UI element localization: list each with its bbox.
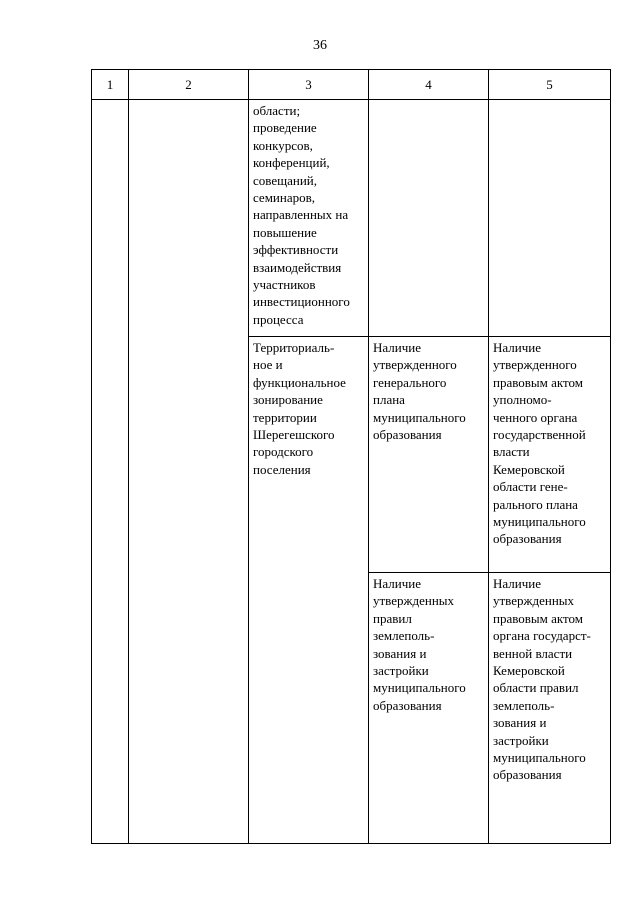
column-header-1: 1 xyxy=(92,70,129,100)
cell-text: области; проведение конкурсов, конференций, совещаний, семинаров, направленных на повышение эффективности взаимодействия участников инвестиционного процесса xyxy=(253,103,350,327)
column-header-4: 4 xyxy=(369,70,489,100)
table-cell-col1 xyxy=(92,100,129,844)
table-cell-col5 xyxy=(489,100,611,337)
cell-text: Территориаль- ное и функциональное зонирование территории Шерегешского городского поселения xyxy=(253,340,346,477)
cell-text: Наличие утвержденных правовым актом органа государст- венной власти Кемеровской области правил землеполь- зования и застройки муниципального образования xyxy=(493,576,591,783)
cell-text: Наличие утвержденного генерального плана муниципального образования xyxy=(373,340,466,443)
table-cell-col3 xyxy=(249,337,369,844)
table-cell-col5 xyxy=(489,573,611,844)
column-header-5: 5 xyxy=(489,70,611,100)
page-number: 36 xyxy=(313,38,327,53)
cell-text: Наличие утвержденных правил землеполь- зования и застройки муниципального образования xyxy=(373,576,466,713)
table-cell-col3 xyxy=(249,100,369,337)
column-header-2: 2 xyxy=(129,70,249,100)
table-row xyxy=(92,100,611,337)
table-cell-col4 xyxy=(369,337,489,573)
table-header-row xyxy=(92,70,611,100)
table-cell-col5 xyxy=(489,337,611,573)
document-table xyxy=(91,69,611,844)
table-cell-col4 xyxy=(369,573,489,844)
cell-text: Наличие утвержденного правовым актом уполномо- ченного органа государственной власти Кемеровской области гене- рального плана муниципального образования xyxy=(493,340,586,547)
column-header-3: 3 xyxy=(249,70,369,100)
table-cell-col4 xyxy=(369,100,489,337)
table-cell-col2 xyxy=(129,100,249,844)
